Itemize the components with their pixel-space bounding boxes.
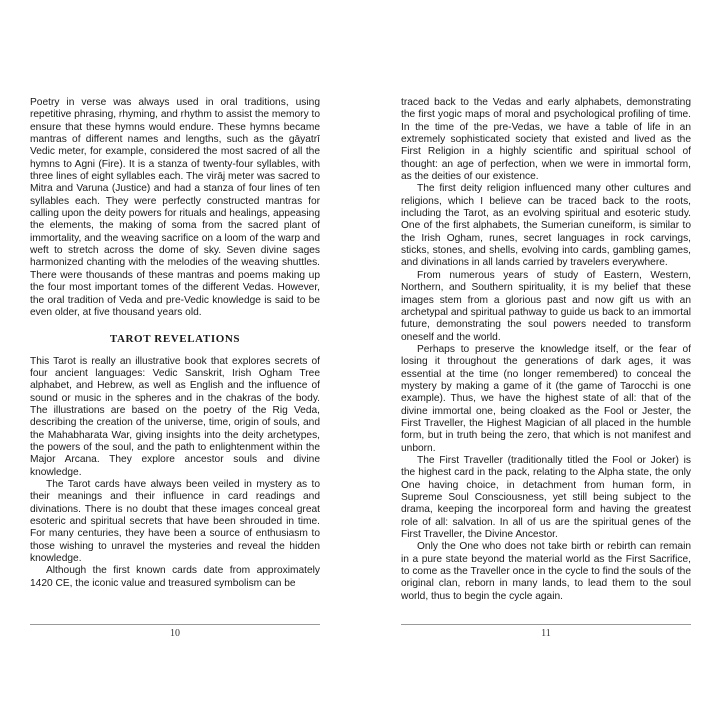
left-paragraph-2: This Tarot is really an illustrative book that explores secrets of four ancient languages: Vedic Sanskrit, Irish Ogham Tree alphabet, and Hebrew, as well as English and the influence of sound or music in the spheres and in the chakras of the body. The illustrations are based on the poetry of the Rig Veda, describing the creation of the universe, time, origin of souls, and the Mahabharata War, giving insights into the deity archetypes, the powers of the soul, and the path to enlightenment within the Major Arcana. They explore ancestor souls and divine knowledge. — [30, 355, 320, 478]
right-footer-rule — [401, 624, 691, 625]
section-heading: TAROT REVELATIONS — [109, 333, 241, 346]
left-footer-rule — [30, 624, 320, 625]
right-paragraph-3: From numerous years of study of Eastern, Western, Northern, and Southern spirituality, it is my belief that these images stem from a glorious past and now gift us with an archetypal and spiritual pathway to guide us back to an immortal future, demonstrating the soul powers needed to transform oneself and the world. — [401, 269, 691, 343]
right-paragraph-4: Perhaps to preserve the knowledge itself, or the fear of losing it throughout the generations of dark ages, it was essential at the time (no longer remembered) to conceal the mystery by making a game of it (the game of Tarocchi is one example). Thus, we have the highest state of all: that of the divine immortal one, being cloaked as the Fool or Jester, the First Traveller, the Highest Magician of all placed in the humble form, but in truth being the zero, that which is not manifest and unborn. — [401, 343, 691, 454]
left-paragraph-1: Poetry in verse was always used in oral traditions, using repetitive phrasing, rhyming, and rhythm to assist the memory to ensure that these hymns would endure. These hymns became mantras of different names and lengths, such as the gāyatrī Vedic meter, for example, considered the most sacred of all the hymns to Agni (Fire). It is a stanza of twenty-four syllables, with three lines of eight syllables each. The virāj meter was sacred to Mitra and Varuna (Justice) and had a stanza of four lines of ten syllables each. They were perfectly constructed mantras for calling upon the deity powers for rituals and healings, appeasing the elements, the making of soma from the sacred plant of immortality, and the weaving sacrifice on a loom of the warp and weft to stretch across the dome of sky. Seven divine sages harmonized chanting with the melodies of the weaving shuttles. There were thousands of these mantras and poems making up the four most important tomes of the different Vedas. However, the oral tradition of Veda and pre-Vedic knowledge is said to be even older, at five thousand years old. — [30, 97, 320, 318]
right-page — [401, 97, 691, 603]
left-page — [30, 97, 320, 590]
left-page-number: 10 — [170, 628, 180, 639]
right-paragraph-5: The First Traveller (traditionally titled the Fool or Joker) is the highest card in the pack, relating to the Alpha state, the only One having choice, in detachment from human form, in Supreme Soul Consciousness, yet still being subject to the drama, keeping the incorporeal form and having the greatest role of all: salvation. In all of us are the spiritual genes of the First Traveller, the Divine Ancestor. — [401, 454, 691, 541]
right-paragraph-2: The first deity religion influenced many other cultures and religions, which I believe can be traced back to the roots, including the Tarot, as an evolving spiritual and esoteric study. One of the first alphabets, the Sumerian cuneiform, is similar to the Irish Ogham, runes, secret languages in rock carvings, sticks, stones, and shells, evolving into cards, gambling games, and divinations in all lands carried by travelers everywhere. — [401, 183, 691, 269]
right-paragraph-1: traced back to the Vedas and early alphabets, demonstrating the first yogic maps of moral and psychological profiling of time. In the time of the pre-Vedas, we have a table of life in an extremely sophisticated society that existed and lived as the First Religion in a highly scientific and spiritual school of thought: an age of perfection, when we were in immortal form, as the deities of our existence. — [401, 97, 691, 183]
left-paragraph-3: The Tarot cards have always been veiled in mystery as to their meanings and their influence in card readings and divinations. There is no doubt that these images conceal great esoteric and spiritual secrets that have been shrouded in time. For many centuries, they have been a source of enthusiasm to those wishing to unravel the mysteries and reveal the hidden knowledge. — [30, 478, 320, 565]
left-paragraph-4: Although the first known cards date from approximately 1420 CE, the iconic value and treasured symbolism can be — [30, 565, 320, 589]
right-paragraph-6: Only the One who does not take birth or rebirth can remain in a pure state beyond the material world as the First Sacrifice, to come as the Traveller once in the cycle to find the souls of the original clan, reborn in many lands, to lead them to the soul world, thus to begin the cycle again. — [401, 541, 691, 602]
right-page-number: 11 — [541, 628, 551, 639]
